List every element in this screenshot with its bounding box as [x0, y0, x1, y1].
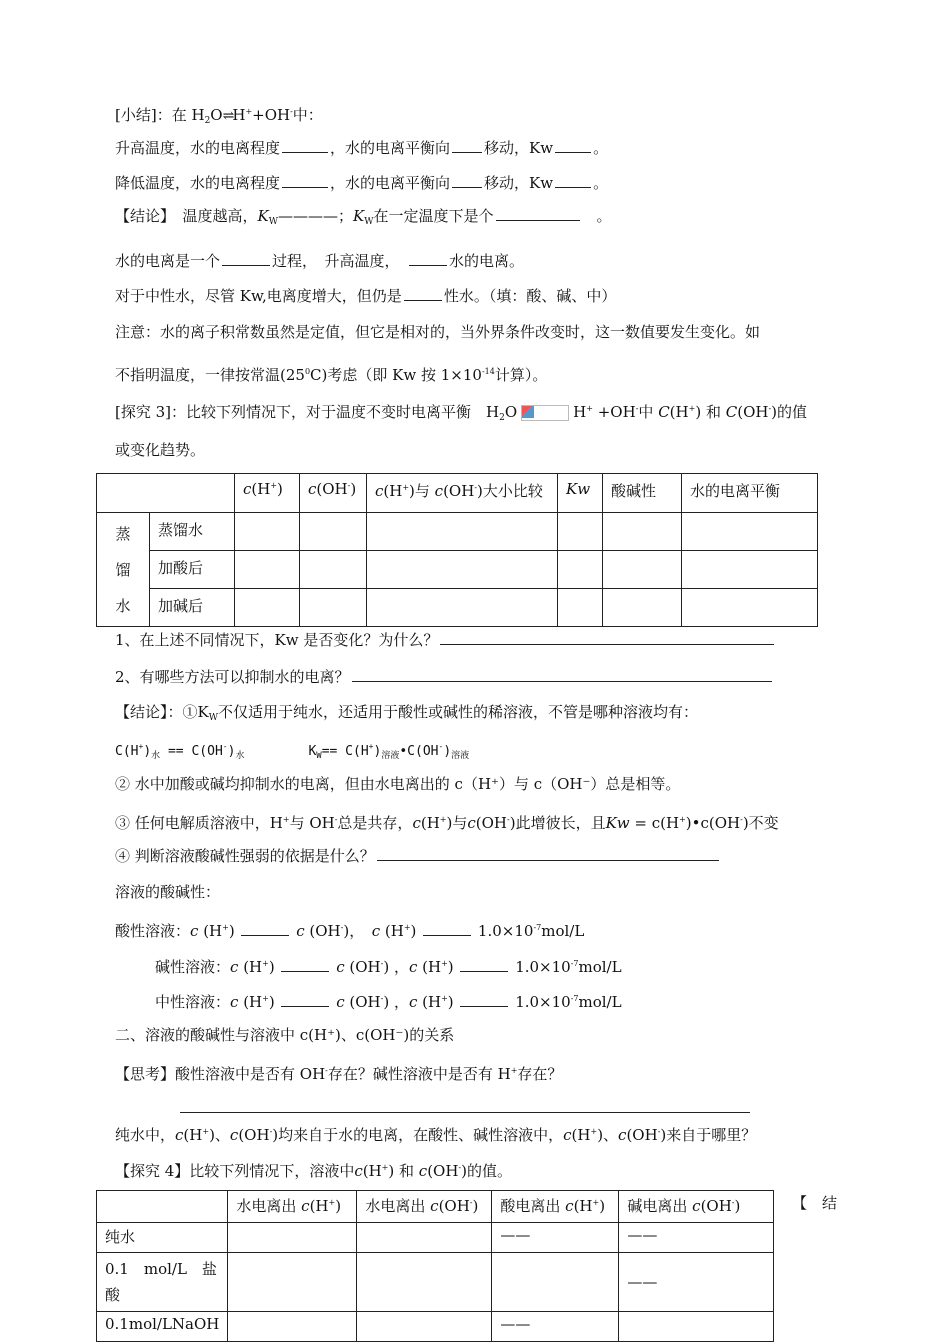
neutral-line: 中性溶液：c (H+) c (OH-) ，c (H+) $1.0\times 10^{-7}mol/L$: [155, 993, 622, 1011]
conclusion-formula: $C(H^+)_水 == C(OH^-)_水$ $K_W==$ $C(H^+)_{溶液}•C(OH^-)_{溶液}$: [115, 742, 470, 761]
summary-line-3: 降低温度，水的电离程度 ，水的电离平衡向 移动，Kw 。: [115, 174, 609, 192]
explore-4-line: 【探究 4】比较下列情况下，溶液中c(H+) 和 c(OH-)的值。: [115, 1162, 512, 1180]
comparison-table-2: 水电离出 c(H+) 水电离出 c(OH-) 酸电离出 c(H+) 碱电离出 c(OH-) 纯水 —— —— 0.1 mol/L 盐酸 —— 0.1mol/LNaOH ——: [96, 1190, 774, 1342]
acidity-heading: 溶液的酸碱性：: [115, 883, 221, 901]
summary-line-1: [小结]：在 $H_2O\rightleftharpoons H^++OH^-$中：: [115, 106, 323, 126]
section-2-title: 二、溶液的酸碱性与溶液中 c(H⁺)、c(OH⁻)的关系: [115, 1026, 455, 1044]
conclusion-3: ③ 任何电解质溶液中，H+与 OH-总是共存，c(H+)与c(OH-)此增彼长，且Kw = c(H+)•c(OH-)不变: [115, 814, 779, 832]
side-note: 【 结: [792, 1194, 838, 1212]
body-line-7: 注意：水的离子积常数虽然是定值，但它是相对的，当外界条件改变时，这一数值要发生变化。如: [115, 323, 761, 341]
body-line-6: 对于中性水，尽管 Kw,电离度增大，但仍是 性水。（填：酸、碱、中）: [115, 287, 617, 305]
conclusion-4: ④ 判断溶液酸碱性强弱的依据是什么？: [115, 846, 721, 866]
conclusion-1: 【结论】：$①K_W$不仅适用于纯水，还适用于酸性或碱性的稀溶液，不管是哪种溶液均有：: [115, 703, 699, 723]
question-1: 1、在上述不同情况下，Kw 是否变化？为什么？: [115, 630, 776, 650]
answer-line: [180, 1112, 750, 1113]
equilibrium-arrow-image: [521, 405, 569, 421]
group-label: 蒸 馏 水: [97, 513, 150, 627]
pure-water-line: 纯水中，c(H+)、c(OH-)均来自于水的电离，在酸性、碱性溶液中，c(H+)、c(OH-)来自于哪里？: [115, 1126, 757, 1144]
think-line: 【思考】酸性溶液中是否有 OH-存在？碱性溶液中是否有 H+存在？: [115, 1065, 563, 1083]
acid-line: 酸性溶液：c (H+) c (OH-)， c (H+) $1.0\times 10^{-7}mol/L$: [115, 922, 585, 940]
body-line-10: 或变化趋势。: [115, 441, 206, 459]
summary-line-2: 升高温度，水的电离程度 ，水的电离平衡向 移动，Kw 。: [115, 139, 609, 157]
conclusion-line: 【结论】 温度越高，$K_W————$；$K_W$在一定温度下是个 。: [115, 207, 612, 227]
comparison-table-1: c(H+) c(OH-) c(H+)与 c(OH-)大小比较 Kw 酸碱性 水的电离平衡 蒸 馏 水 蒸馏水 加酸后 加碱后: [96, 473, 818, 627]
question-2: 2、有哪些方法可以抑制水的电离？: [115, 667, 774, 687]
body-line-9: [探究 3]：比较下列情况下，对于温度不变时电离平衡 $H_2O$ H+ +OH-中 C(H+) 和 C(OH-)的值: [115, 403, 808, 423]
body-line-8: 不指明温度，一律按常温$(25^0C)$考虑（即 Kw 按 $1\times 10^{-14}$计算）。: [115, 366, 548, 384]
conclusion-2: ② 水中加酸或碱均抑制水的电离，但由水电离出的 c（H⁺）与 c（OH⁻）总是相等。: [115, 775, 681, 793]
base-line: 碱性溶液：c (H+) c (OH-) ，c (H+) $1.0\times 10^{-7}mol/L$: [155, 958, 622, 976]
body-line-5: 水的电离是一个 过程， 升高温度， 水的电离。: [115, 252, 525, 270]
